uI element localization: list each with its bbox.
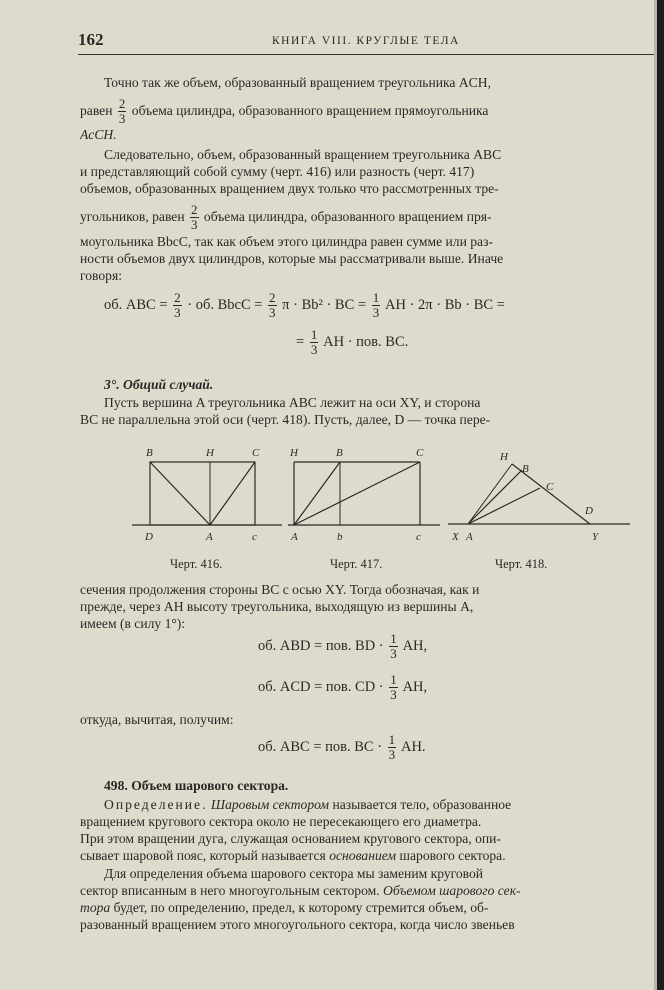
- point-label: A: [206, 531, 213, 543]
- paragraph-line: [80, 883, 658, 899]
- paragraph-line: BC не параллельна этой оси (черт. 418). Пусть, далее, D — точка пере-: [80, 412, 491, 427]
- segment: [468, 488, 540, 524]
- italic-term: Объемом шарового сек-: [383, 883, 521, 898]
- text-span: будет, по определению, предел, к которому стремится объем, об-: [113, 900, 489, 915]
- fraction-numerator: 2: [269, 290, 276, 305]
- point-label: D: [145, 531, 153, 543]
- fraction: [118, 97, 127, 126]
- fraction: [389, 673, 398, 702]
- fraction-numerator: 2: [118, 96, 126, 112]
- text-span: шарового сектора.: [399, 848, 506, 863]
- paragraph-line: сечения продолжения стороны BC с осью XY. Тогда обозначая, как и: [80, 582, 480, 597]
- paragraph-line: и представляющий собой сумму (черт. 416) или разность (черт. 417): [80, 164, 475, 179]
- page-number: 162: [78, 30, 104, 49]
- paragraph-line: Следовательно, объем, образованный вращением треугольника ABC: [104, 147, 502, 162]
- point-label: D: [585, 505, 593, 517]
- fraction-denominator: 3: [388, 747, 396, 762]
- section-heading: 3°. Общий случай.: [104, 377, 214, 392]
- fraction-numerator: 1: [310, 327, 318, 342]
- fraction-numerator: 1: [390, 631, 397, 646]
- fraction: [388, 733, 397, 762]
- paragraph-line: вращением кругового сектора около не пересекающего его диаметра.: [80, 814, 482, 829]
- fraction: [372, 291, 381, 320]
- figure-417: [288, 447, 440, 543]
- point-label: C: [252, 447, 260, 459]
- figure-caption: Черт. 416.: [170, 557, 223, 571]
- eq-part: π · Bb² · BC =: [282, 296, 367, 313]
- paragraph-line: [80, 848, 658, 864]
- paragraph-line: откуда, вычитая, получим:: [80, 712, 234, 727]
- figures-row: [0, 440, 664, 560]
- equation-line: [258, 673, 427, 702]
- segment: [468, 470, 522, 524]
- text-span: объема цилиндра, образованного вращением прямоугольника: [131, 103, 489, 118]
- paragraph-line: говоря:: [80, 268, 122, 283]
- segment: [210, 462, 255, 525]
- fraction: [389, 632, 398, 661]
- point-label: c: [416, 531, 421, 543]
- fraction-numerator: 2: [191, 202, 198, 218]
- paragraph-line: прежде, через AH высоту треугольника, выходящую из вершины A,: [80, 599, 474, 614]
- italic-term: Шаровым сектором: [210, 797, 330, 812]
- equation-line: [258, 733, 426, 762]
- fraction-numerator: 2: [174, 290, 181, 305]
- italic-term: тора: [80, 900, 111, 915]
- eq-part: AH · 2π · Bb · BC =: [385, 296, 505, 313]
- segment: [150, 462, 210, 525]
- point-label: C: [546, 481, 554, 493]
- point-label: B: [146, 447, 153, 459]
- fraction-numerator: 1: [372, 290, 380, 305]
- fraction: [190, 203, 199, 232]
- text-span: называется тело, образованное: [332, 797, 512, 812]
- fraction-denominator: 3: [118, 111, 126, 127]
- text-span: угольников, равен: [80, 209, 185, 224]
- point-label: b: [337, 531, 343, 543]
- paragraph-line: [80, 797, 664, 813]
- point-label: X: [452, 531, 459, 543]
- paragraph-line: имеем (в силу 1°):: [80, 616, 186, 631]
- rectangle: [150, 462, 255, 525]
- equation-line: [258, 632, 427, 661]
- point-label: C: [416, 447, 424, 459]
- point-label: A: [466, 531, 473, 543]
- paragraph-line: Для определения объема шарового сектора мы заменим круговой: [104, 866, 484, 881]
- fraction: [310, 328, 319, 357]
- text-span: объема цилиндра, образованного вращением пря-: [203, 209, 492, 224]
- fraction-denominator: 3: [191, 217, 198, 233]
- segment: [294, 462, 340, 525]
- fraction: [268, 291, 277, 320]
- text-span: сывает шаровой пояс, который называется: [80, 848, 326, 863]
- fraction-denominator: 3: [310, 342, 318, 357]
- fraction-numerator: 1: [390, 672, 397, 687]
- point-label: B: [522, 463, 529, 475]
- paragraph-line: разованный вращением этого многоугольного сектора, когда число звеньев: [80, 917, 515, 932]
- paragraph-line: При этом вращении дуга, служащая основанием кругового сектора, опи-: [80, 831, 501, 846]
- paragraph-line: [80, 202, 658, 232]
- eq-part: AH.: [400, 738, 426, 755]
- fraction-denominator: 3: [269, 305, 276, 320]
- point-label: H: [500, 451, 508, 463]
- figure-caption: Черт. 417.: [330, 557, 383, 571]
- height-line: [468, 464, 512, 524]
- page-edge: [657, 0, 664, 990]
- text-span: сектор вписанным в него многоугольным сектором.: [80, 883, 380, 898]
- paragraph-line: ности объемов двух цилиндров, которые мы рассматривали выше. Иначе: [80, 251, 504, 266]
- paragraph-line: AcCH.: [80, 127, 117, 142]
- fraction: [173, 291, 182, 320]
- point-label: c: [252, 531, 257, 543]
- eq-part: об. ABC = пов. BC ·: [258, 738, 383, 755]
- fraction-denominator: 3: [390, 687, 397, 702]
- term-definition: Определение.: [104, 797, 208, 812]
- header-rule: [78, 54, 658, 55]
- point-label: Y: [592, 531, 599, 543]
- eq-part: AH,: [402, 678, 428, 695]
- eq-part: AH,: [402, 637, 428, 654]
- fraction-numerator: 1: [388, 732, 396, 747]
- equation-line: [296, 328, 408, 357]
- italic-term: основанием: [329, 848, 397, 863]
- segment: [294, 462, 420, 525]
- paragraph-line: объемов, образованных вращением двух только что рассмотренных тре-: [80, 181, 499, 196]
- fraction-denominator: 3: [372, 305, 380, 320]
- paragraph-line: моугольника BbcC, так как объем этого цилиндра равен сумме или раз-: [80, 234, 493, 249]
- eq-part: об. ABC =: [104, 296, 168, 313]
- running-title: КНИГА VIII. КРУГЛЫЕ ТЕЛА: [272, 35, 460, 47]
- point-label: H: [290, 447, 298, 459]
- eq-part: об. ACD = пов. CD ·: [258, 678, 384, 695]
- fraction-denominator: 3: [390, 646, 397, 661]
- paragraph-line: Точно так же объем, образованный вращением треугольника ACH,: [104, 75, 491, 90]
- text-span: равен: [80, 103, 113, 118]
- paragraph-line: [80, 900, 658, 916]
- eq-part: AH · пов. BC.: [323, 333, 409, 350]
- point-label: A: [291, 531, 298, 543]
- point-label: B: [336, 447, 343, 459]
- eq-part: · об. BbcC =: [187, 296, 263, 313]
- section-heading: 498. Объем шарового сектора.: [104, 778, 289, 793]
- figure-416: [132, 447, 282, 543]
- figure-caption: Черт. 418.: [495, 557, 548, 571]
- eq-part: об. ABD = пов. BD ·: [258, 637, 384, 654]
- equation-line: [104, 291, 505, 320]
- fraction-denominator: 3: [174, 305, 181, 320]
- figure-418: [448, 451, 630, 543]
- point-label: H: [206, 447, 214, 459]
- paragraph-line: Пусть вершина A треугольника ABC лежит на оси XY, и сторона: [104, 395, 481, 410]
- eq-part: =: [296, 333, 305, 350]
- paragraph-line: [80, 96, 658, 126]
